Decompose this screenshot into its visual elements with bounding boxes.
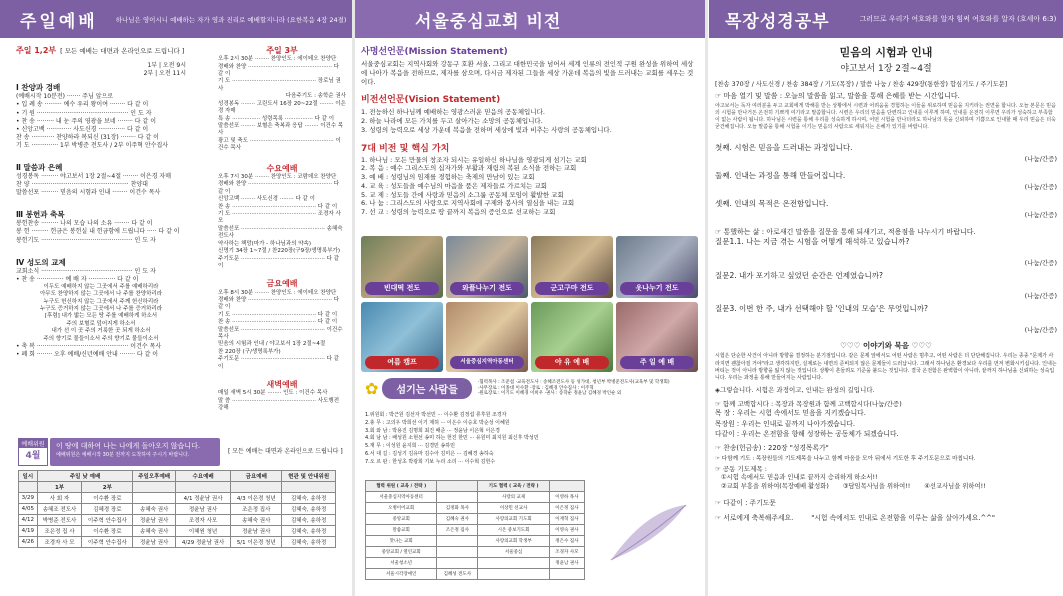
friday-service-lines: 오후 8시 30분 ········ 찬양인도 : 에이테오 찬양단 경배와 찬양 ················································ 다 같 이 기 도 ················································ 다 같 이 찬 송 ················································ 다 같 이 말씀선포 ················································ 이건수 목사 믿음의 시험과 인내 / 야고보서 1장 2절~4절 찬 220장 (구/생명록부가) 주기도문 ················································ 다 같 이 <box>218 289 343 370</box>
friday-service-title: 금요예배 <box>266 279 298 289</box>
vision-content <box>361 44 699 217</box>
photo-outdoor-service: 야 유 예 배 <box>531 302 613 372</box>
fellowship-lines: 교회소식 ················································ 인 도 자 • 찬 송 ·············· 예 배 자 ·············· 다 같 이 <box>16 267 156 283</box>
confession-title: ☞ 함께 고백합시다 : 목장과 목장원과 함께 고백합시다(나눔/간증) <box>715 400 902 409</box>
sunday-times: 1부 | 오전 9시 2부 | 오전 11시 <box>143 62 186 78</box>
offering-hymn: ☞ 찬송(헌금송) : 220장 "성경목록가" <box>715 443 829 452</box>
study-points <box>715 143 1057 219</box>
point-2: 둘째. 인내는 과정을 통해 만들어집니다. (나눔/간증) <box>715 170 1057 191</box>
vision-statement-title: 비전선언문(Vision Statement) <box>361 95 501 106</box>
prayer-topics-title: ☞ 공동 기도제목 : <box>715 464 767 473</box>
panel-divider <box>705 0 708 596</box>
table-row: 서울중심지역아동센터 사랑의 교제 이영하 목사 <box>366 492 585 503</box>
cell-study-title: 목장성경공부 <box>725 11 830 32</box>
vision-lines: 1. 전능하신 하나님께 예배하는 영광스러운 믿음의 공동체입니다. 2. 하늘 나라에 모든 가치를 두고 살아가는 소망의 공동체입니다. 3. 성령의 능력으로 세상 가운데 복음을 전하며 세상에 빛과 비추는 사랑의 공동체입니다. <box>361 108 612 134</box>
closing-lines: • 축 복 ················································ 이건수 목사 • 폐 회 ········ 오후 예배/신년예배 안내 ········ 다 같 이 <box>16 343 162 359</box>
study-scripture: 야고보서 1장 2절~4절 <box>840 64 932 74</box>
dawn-service-lines: 매일 새벽 5시 30분 ········ 인도 : 이건수 목사 말 씀 ················································ 사도행전 강해 <box>218 390 340 412</box>
lords-prayer: ☞ 다같이 : 주기도문 <box>715 499 776 508</box>
photo-summer-camp: 여름 캠프 <box>361 302 443 372</box>
serve-title: 섬기는 사람들 <box>382 378 471 399</box>
photo-clothes-evangelism: 옷나누기 전도 <box>616 236 698 298</box>
story-end: ◈그렇습니다. 시험은 과정이고, 인내는 완성의 길입니다. <box>715 386 875 395</box>
prayer-together: ☞ 다함께 기도 : 목장원들의 기도제목을 나누고 함께 마음을 모아 뒤에서 기도한 후 주기도문으로 마칩니다. <box>715 455 976 462</box>
table-row: 4/12 박병준 전도사 이주혁 안수집사 정윤남 권사 조경자 사모 송혜숙 권사 김혜숙, 송하정 <box>19 515 336 526</box>
offering-lines: 봉헌찬송 ········· 나의 모습 나의 소유 ········ 다 같 이 봉 헌 ········· 헌금은 봉헌실 내 헌금함에 드립니다 ····· 다 같 이 봉헌기도 ················································ 인 도 자 <box>16 220 180 244</box>
questions <box>715 237 1057 335</box>
sunday-notice: [ 모든 예배는 대면과 온라인으로 드립니다 ] <box>60 47 185 56</box>
vision-title: 서울중심교회 비전 <box>415 11 562 32</box>
worship-song-lyrics: 이두도 예배하지 않는 그곳에서 주를 예배하리라 아무도 찬양하지 않는 그곳에서 나 주를 찬양하리라 누구도 헌신하지 않는 그곳에서 주께 헌신하리라 누구도 증거하지 않는 그곳에서 나 주를 증거하리라 [후렴] 내가 밟는 모든 땅 주를 예배하게 하소서 주의 보혈로 덮어지게 하소서 내가 선 이 곳 주의 거룩한 곳 되게 하소서 주의 향기로 물들이소서 주의 향기로 물들이소서 <box>39 283 163 342</box>
other-services-column <box>218 45 346 413</box>
table-row: 4/05 송혜조 전도사 김혜경 장로 송혜숙 권사 정윤남 권사 조은정 집사 김혜숙, 송하정 <box>19 504 336 515</box>
story-text: 시험은 단순한 사건이 아니라 방향을 결정하는 분기점입니다. 같은 문제 앞에서도 어떤 사람은 멈추고, 어떤 사람은 더 단단해집니다. 우리는 종종 "문제가 사라지면 괜찮아질 거야"라고 생각하지만, 실제로는 내면의 준비되지 않은 문제들이 드러납니다. 그래서 하나님은 환경보다 우리를 먼저 변화시키십니다. 인내는 버티는 것이 아니라 방향을 잃지 않는 것입니다. 상황이 흔들려도 기준을 붙드는 것입니다. 결국 온전함은 완벽함이 아니라, 끝까지 하나님을 신뢰하는 성숙입니다. 우리는 과정을 통해 만들어지는 사람입니다. <box>715 353 1057 381</box>
order-of-service: [찬송 370장 / 사도신경 / 찬송 384장 / 기도(목장) / 말씀 나눔 / 찬송 429장(통한장) 합심기도 / 주기도문] <box>715 81 1008 88</box>
core-values-lines: 1. 하나님 : 모든 만물의 창조자 되시는 유일하신 하나님을 영광되게 섬기는 교회 2. 복 음 : 예수 그리스도의 십자가와 부활과 재림의 복된 소식을 전하는 교회 3. 예 배 : 성령님의 임재를 경험하는 축제의 만남이 있는 교회 4. 교 육 : 성도들을 예수님의 마음을 품은 제자들로 가르치는 교회 5. 교 제 : 성도들 간에 사랑과 믿음의 소그룹 공동체 모임이 활발한 교회 6. 나 눔 : 그리스도의 사랑으로 지역사회에 구제와 봉사의 열심을 내는 교회 7. 선 교 : 성령의 능력으로 땅 끝까지 복음의 증인으로 선교하는 교회 <box>361 155 587 217</box>
serve-info: ·협력목사 : 조준섭 ·교육전도사 : 송혜조전도사 등 성가대, 청년부 박병준전도사(교육부 및 학생회) ·사무장로 : 이종대 이수환 ·장로 : 김혜경 안수집사 : 이주혁 ·원로장로 : 이기도 이혜경 이희우 ·권사 : 송학순 정윤남 김혜경 박인순 외 <box>477 379 670 397</box>
table-row: 서울시각장애인 김혜성 전도사 <box>366 569 585 580</box>
worship-title: 주일예배 <box>20 11 98 32</box>
point-1: 첫째. 시험은 믿음을 드러내는 과정입니다. (나눔/간증) <box>715 143 1057 163</box>
word-lines: 성경봉독 ········· 야고보서 1장 2절~4절 ········ 이은경 자매 찬 양 ··················································· 찬양대 말씀선포 ········· 믿음의 시험과 인내 ········ 이건수 목사 <box>16 173 171 197</box>
section-offering: Ⅲ 봉헌과 축복 <box>16 210 65 220</box>
photo-sweetpotato-evangelism: 군고구마 전도 <box>531 236 613 298</box>
partners-table: 협력 위원 ( 교육 / 전략 ) 기도 협력 ( 교육 / 전략 ) 서울중심지역아동센터 사랑의 교제 이영하 목사 오병이어교회 김정화 목사 이상민 선교사 이은정 집사 중앙교회 김혜숙 권사 사랑의교회 기도회 이재혁 집사 말씀교회 조은정 집사 시온 중보기도회 이영숙 권사 맛나는 교회 사랑의교회 학생부 정은수 집사 중앙교회 / 열린교회 서울중심 조경자 사모 서울청소년 정윤남 권사 서울시각장애인 김혜성 전도사 <box>365 480 585 580</box>
mission-text: 서울중심교회는 지역사회와 강동구 호환 서울, 그리고 대한민국을 넘어서 세계 인류의 전인적 구원 완성을 위하여 세상에 나아가 복음을 전하므로, 제자를 삼으며, 다시금 제자된 그들을 세상 가운데 복음의 빛을 드러내는 교회를 세우는 것이다. <box>361 60 694 86</box>
table-row: 오병이어교회 김정화 목사 이상민 선교사 이은정 집사 <box>366 503 585 514</box>
sunday-service-title: 주일 1,2부 <box>16 46 57 55</box>
worship-header-verse: 하나님은 영이시니 예배하는 자가 영과 진리로 예배할지니라 (요한복음 4장 24절) <box>115 15 347 24</box>
worship-schedule-table: 일시 주일 낮 예배 주일오후예배 수요예배 금요예배 현관 및 안내위원 1부 2부 3/29 사 회 자 이수환 장로 4/1 정윤남 권사 4/3 이은경 청년 김혜숙, 송하정 4/05 송혜조 전도사 김혜경 장로 송혜숙 권사 정윤남 권사 조은정 집사 김혜숙, 송하정 4/12 박병준 전도사 이주혁 안수집사 정윤남 권사 조경자 사모 송혜숙 권사 김혜숙, 송하정 4/19 조은정 집 사 이수환 장로 송혜숙 권사 이혜원 청년 정윤남 권사 김혜숙, 송하정 4/26 조경자 사 모 이주혁 안수집사 정윤남 권사 4/29 정윤남 권사 5/1 이은경 청년 김혜숙, 송하정 <box>18 470 336 548</box>
staff-lines: 1.위원회 : 박근원 김선자 박선민 ··· 이수환 김정섭 류후원 조경자 2.총 무 : 고의우 박희선 이기 제허 ··· 이은수 이승호 박순성 이혜원 3.회 와 남 : 박용진 김명희 최진 배준 ··· 정윤남 이은혁 이은경 4.회 남 남 : 배성원 소현선 송미 하는 헌진 한민 ··· 유원미 최지원 최신후 박성민 5.재 무 : 이성원 윤지희 ··· 김경민 송하민 6.서 대 길 : 김성기 김유마 김수아 김미은 ··· 김혜경 송하숙 7.오 르 판 : 한성초 박광희 기보 누리 소리 ··· 이수혁 김헌수 <box>365 412 539 465</box>
sunday-service-column <box>16 45 186 359</box>
core-values-title: 7대 비전 및 핵심 가치 <box>361 143 450 154</box>
third-service-lines: 오후 2시 30분 ········ 찬양인도 : 에이테오 찬양단 경배와 찬양 ················································ 다 같 이 기 도 ················································ 장로님 권사 다음주기도 : 송학순 권사 성경봉독 ········ 고린도서 16장 20~22절 ········ 이은경 자매 특 송 ················ 성령목록 ················ 다 같 이 말씀선포 ········ 보혈은 축복과 응답 ········ 이건수 목사 광고 및 축도 ················································ 이건수 목사 <box>218 56 346 152</box>
dawn-service-title: 새벽예배 <box>266 380 298 390</box>
wednesday-service-title: 수요예배 <box>266 163 298 173</box>
question-1: 질문1.1. 나는 지금 겪는 시험을 어떻게 해석하고 있습니까? (나눔/간증) <box>715 236 1057 267</box>
section-word: Ⅱ 말씀과 은혜 <box>16 163 63 173</box>
story-title: ♡♡♡ 이야기와 묵음 ♡♡♡ <box>840 341 932 351</box>
share-line: ☞ 통했하는 삶 : 아로새긴 말씀을 질문을 통해 되새기고, 적용점을 나누시기 바랍니다. <box>715 227 976 236</box>
open-heart-line: ☞ 마음 열기 및 말씀 : 오늘의 말씀을 읽고, 말씀을 통해 은혜를 받는 시간입니다. <box>715 92 960 100</box>
worship-committee-badge: 예배위원 4월 <box>18 438 48 466</box>
leaf-icon <box>601 500 691 570</box>
intro-paragraph: 야고보서는 독자 여러분을 두고 교회에게 박해를 받는 상황에서 시련과 어려움을 경험하는 이들을 위로하며 믿음을 지키라는 권면을 합니다. 오늘 본문은 믿음의 시험을 만나거든 온전히 기쁘게 여기라고 말씀합니다. 시련은 우리의 믿음을 단련하고 인내를 이루게 하며, 인내를 온전히 이루면 우리가 성숙하고 부족함이 없는 사람이 됩니다. 하나님은 시련을 통해 우리를 성숙하게 하시며, 어떤 시험을 만나더라도 하나님의 뜻을 신뢰하며 기쁨으로 인내할 때 우리 믿음은 더욱 굳건해집니다. 오늘 말씀을 통해 시험을 이기는 믿음의 사람으로 세워지는 은혜가 있기를 바랍니다. <box>715 103 1056 130</box>
question-2: 질문2. 내가 포기하고 싶었던 순간은 언제였습니까? (나눔/간증) <box>715 270 1057 301</box>
table-row: 4/19 조은정 집 사 이수환 장로 송혜숙 권사 이혜원 청년 정윤남 권사 김혜숙, 송하정 <box>19 526 336 537</box>
worship-panel <box>0 0 352 596</box>
section-praise: Ⅰ 찬양과 경배 <box>16 83 61 93</box>
flower-icon: ✿ <box>365 379 379 398</box>
wednesday-service-lines: 오후 7시 30분 ········ 찬양인도 : 코람데오 찬양단 경배와 찬양 ················································ 다 같 이 신앙고백 ········ 사도신경 ········ 다 같 이 찬 송 ················································ 다 같 이 기 도 ················································ 조경자 사모 말씀선포 ················································ 송혜숙 전도사 약사하는 책망(마가 - 하나님과의 약속) 신명기 34장 1~7절 / 찬220장(구9장/생명록부가) 주기도문 ················································ 다 같 이 <box>218 173 343 269</box>
cell-study-header <box>709 0 1063 38</box>
serve-header <box>365 378 703 399</box>
mission-title: 사명선언문(Mission Statement) <box>361 47 508 57</box>
photo-pancake-evangelism: 빈대떡 전도 <box>361 236 443 298</box>
worship-committee-banner: 이 땅에 대하여 나는 나에게 돌아오지 않습니다. 예배위원은 예배시작 30분 전까지 도착하여 주시기 바랍니다. <box>50 438 220 466</box>
table-row: 중앙교회 / 열린교회 서울중심 조경자 사모 <box>366 547 585 558</box>
photo-childcare-center: 서울중심지역아동센터 <box>446 302 528 372</box>
point-3: 셋째. 인내의 목적은 온전함입니다. (나눔/간증) <box>715 198 1057 219</box>
cell-study-content <box>715 44 1057 522</box>
praise-lines: (예배시작 10분전) ······· 주님 앞으로 • 입 례 송 ········· 예수 우리 왕이여 ········ 다 같 이 • 기 원 ················································ 인 도 자 • 찬 송 ········· 내 눈 주의 영광을 보네 ········ 다 같 이 • 신앙고백 ············· 사도신경 ·············· 다 같 이 찬 송 ············ 찬양하라 복되신 (31장) ········ 다 같 이 기 도 ·············· 1부 박병준 전도사 / 2부 이주혁 안수집사 <box>16 93 169 149</box>
worship-header <box>0 0 352 38</box>
third-service-title: 주일 3부 <box>266 46 298 55</box>
confession-lines: 목 장 : 우리는 시험 속에서도 믿음을 지키겠습니다. 목장원 : 우리는 인내로 끝까지 나아가겠습니다. 다같이 : 우리는 온전함을 향해 성장하는 공동체가 되겠습니다. <box>715 409 899 439</box>
table-row: 서울청소년 정윤남 권사 <box>366 558 585 569</box>
photo-waffle-evangelism: 와플나누기 전도 <box>446 236 528 298</box>
question-3: 질문3. 이번 한 주, 내가 선택해야 할 '인내의 모습'은 무엇입니까? (나눔/간증) <box>715 304 1057 335</box>
table-row: 말씀교회 조은정 집사 시온 중보기도회 이영숙 권사 <box>366 525 585 536</box>
cell-study-panel <box>709 0 1063 596</box>
table-row: 맛나는 교회 사랑의교회 학생부 정은수 집사 <box>366 536 585 547</box>
prayer-topics: ①시험 속에서도 믿음과 인내로 끝까지 승리하게 하소서!! ②교회 부흥을 위하여(목장예배 활성화) ③담임목사님을 위하여!! ④선교사님을 위하여!! <box>721 473 986 490</box>
closing-blessing: ☞ 서로에게 축복해주세요. "시험 속에서도 인내로 온전함을 이루는 삶을 살아가세요.^^" <box>715 514 996 523</box>
table-row: 3/29 사 회 자 이수환 장로 4/1 정윤남 권사 4/3 이은경 청년 김혜숙, 송하정 <box>19 493 336 504</box>
table-row: 4/26 조경자 사 모 이주혁 안수집사 정윤남 권사 4/29 정윤남 권사 5/1 이은경 청년 김혜숙, 송하정 <box>19 537 336 548</box>
photo-sunday-service: 주 일 예 배 <box>616 302 698 372</box>
notice-online: [ 모든 예배는 대면과 온라인으로 드립니다 ] <box>228 448 343 455</box>
section-fellowship: Ⅳ 성도의 교제 <box>16 257 66 267</box>
vision-panel <box>355 0 705 596</box>
study-title: 믿음의 시험과 인내 <box>839 46 933 59</box>
vision-header <box>355 0 705 38</box>
cell-study-verse: 그러므로 우리가 여호와를 알자 힘써 여호와를 알자 (호세아 6:3) <box>859 15 1057 23</box>
table-row: 중앙교회 김혜숙 권사 사랑의교회 기도회 이재혁 집사 <box>366 514 585 525</box>
